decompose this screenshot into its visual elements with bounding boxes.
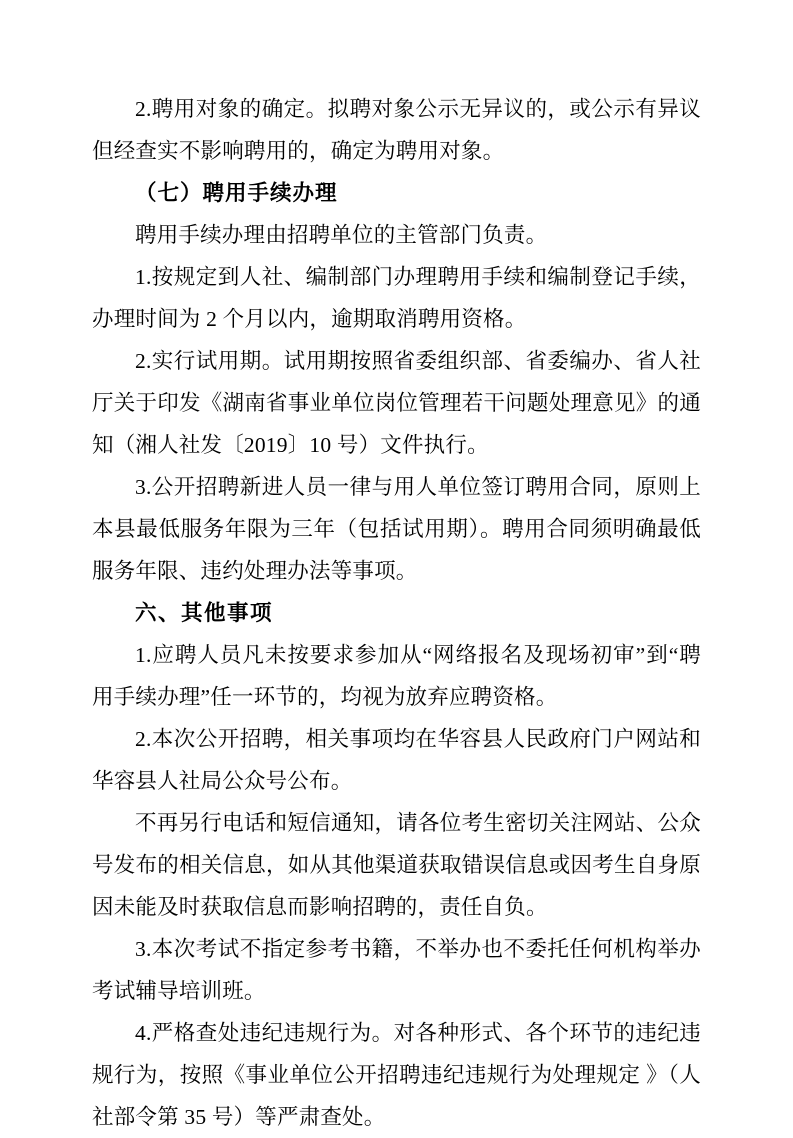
heading-six-other-matters: 六、其他事项 <box>135 601 274 625</box>
paragraph-procedure-item-3: 3.公开招聘新进人员一律与用人单位签订聘用合同，原则上本县最低服务年限为三年（包括试用期）。聘用合同须明确最低服务年限、违约处理办法等事项。 <box>92 475 701 583</box>
paragraph-other-item-2-continued: 不再另行电话和短信通知，请各位考生密切关注网站、公众号发布的相关信息，如从其他渠道获取错误信息或因考生自身原因未能及时获取信息而影响招聘的，责任自负。 <box>92 811 701 919</box>
paragraph-hire-target: 2.聘用对象的确定。拟聘对象公示无异议的，或公示有异议但经查实不影响聘用的，确定为聘用对象。 <box>92 97 701 163</box>
paragraph-other-item-2: 2.本次公开招聘，相关事项均在华容县人民政府门户网站和华容县人社局公众号公布。 <box>92 727 701 793</box>
paragraph-other-item-4: 4.严格查处违纪违规行为。对各种形式、各个环节的违纪违规行为，按照《事业单位公开招聘违纪违规行为处理规定 》（人社部令第 35 号）等严肃查处。 <box>92 1021 701 1129</box>
paragraph-other-item-1: 1.应聘人员凡未按要求参加从“网络报名及现场初审”到“聘用手续办理”任一环节的，均视为放弃应聘资格。 <box>92 643 701 709</box>
paragraph-procedure-item-1: 1.按规定到人社、编制部门办理聘用手续和编制登记手续，办理时间为 2 个月以内，逾期取消聘用资格。 <box>92 265 701 331</box>
paragraph-other-item-3: 3.本次考试不指定参考书籍，不举办也不委托任何机构举办考试辅导培训班。 <box>92 937 701 1003</box>
heading-seven-procedure: （七）聘用手续办理 <box>135 181 338 205</box>
paragraph-procedure-item-2: 2.实行试用期。试用期按照省委组织部、省委编办、省人社厅关于印发《湖南省事业单位岗位管理若干问题处理意见》的通知（湘人社发〔2019〕10 号）文件执行。 <box>92 349 701 457</box>
document-body <box>92 88 701 1138</box>
paragraph-procedure-intro: 聘用手续办理由招聘单位的主管部门负责。 <box>135 223 548 247</box>
